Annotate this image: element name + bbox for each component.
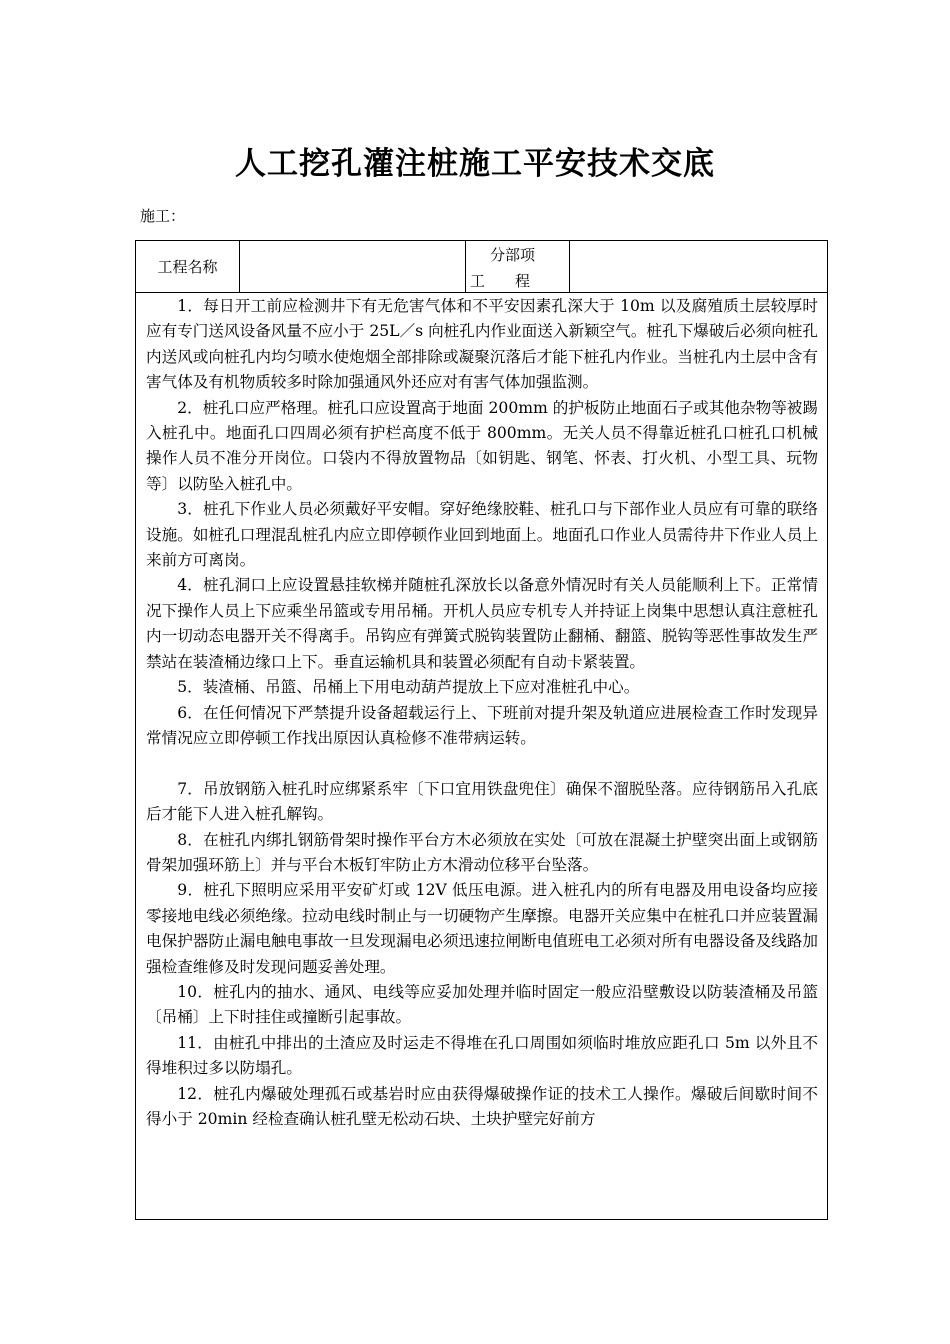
sub-project-label xyxy=(466,241,570,292)
disclosure-table xyxy=(135,240,828,1220)
project-name-label: 工程名称 xyxy=(136,241,240,292)
paragraph-3: 3．桩孔下作业人员必须戴好平安帽。穿好绝缘胶鞋、桩孔口与下部作业人员应有可靠的联络设施。如桩孔口理混乱桩孔内应立即停顿作业回到地面上。地面孔口作业人员需待井下作业人员上来前方可离岗。 xyxy=(146,500,818,570)
paragraph-5: 5．装渣桶、吊篮、吊桶上下用电动葫芦提放上下应对准桩孔中心。 xyxy=(177,678,640,697)
disclosure-content xyxy=(136,292,827,1219)
construction-label: 施工： xyxy=(140,207,186,225)
paragraph-7: 7．吊放钢筋入桩孔时应绑紧系牢〔下口宜用铁盘兜住〕确保不溜脱坠落。应待钢筋吊入孔底后才能下人进入桩孔解钩。 xyxy=(146,779,818,824)
paragraph-10: 10．桩孔内的抽水、通风、电线等应妥加处理并临时固定一般应沿壁敷设以防装渣桶及吊篮〔吊桶〕上下时挂住或撞断引起事故。 xyxy=(146,982,818,1027)
page-title: 人工挖孔灌注桩施工平安技术交底 xyxy=(235,146,715,182)
paragraph-4: 4．桩孔洞口上应设置悬挂软梯并随桩孔深放长以备意外情况时有关人员能顺利上下。正常情况下操作人员上下应乘坐吊篮或专用吊桶。开机人员应专机专人并持证上岗集中思想认真注意桩孔内一切动态电器开关不得离手。吊钩应有弹簧式脱钩装置防止翻桶、翻篮、脱钩等恶性事故发生严禁站在装渣桶边缘口上下。垂直运输机具和装置必须配有自动卡紧装置。 xyxy=(146,576,818,671)
paragraph-6: 6．在任何情况下严禁提升设备超载运行上、下班前对提升架及轨道应进展检查工作时发现异常情况应立即停顿工作找出原因认真检修不准带病运转。 xyxy=(146,703,818,747)
sub-project-value xyxy=(570,241,827,292)
sub-project-label-line2: 工 程 xyxy=(470,272,531,290)
blank-line xyxy=(146,751,818,776)
paragraph-9: 9．桩孔下照明应采用平安矿灯或 12V 低压电源。进入桩孔内的所有电器及用电设备均应接零接地电线必须绝缘。拉动电线时制止与一切硬物产生摩擦。电器开关应集中在桩孔口并应装置漏电保护器防止漏电触电事故一旦发现漏电必须迅速拉闸断电值班电工必须对所有电器设备及线路加强检查维修及时发现问题妥善处理。 xyxy=(146,881,818,976)
paragraph-1: 1．每日开工前应检测井下有无危害气体和不平安因素孔深大于 10m 以及腐殖质土层较厚时应有专门送风设备风量不应小于 25L／s 向桩孔内作业面送入新颖空气。桩孔下爆破后必须向桩孔内送风或向桩孔内均匀喷水使炮烟全部排除或凝聚沉落后才能下桩孔内作业。当桩孔内土层中含有害气体及有机物质较多时除加强通风外还应对有害气体加强监测。 xyxy=(146,297,818,392)
paragraph-11: 11．由桩孔中排出的土渣应及时运走不得堆在孔口周围如须临时堆放应距孔口 5m 以外且不得堆积过多以防塌孔。 xyxy=(146,1033,818,1078)
paragraph-12: 12．桩孔内爆破处理孤石或基岩时应由获得爆破操作证的技术工人操作。爆破后间歇时间不得小于 20min 经检查确认桩孔壁无松动石块、土块护壁完好前方 xyxy=(146,1084,818,1128)
table-header-row xyxy=(136,241,827,293)
paragraph-2: 2．桩孔口应严格理。桩孔口应设置高于地面 200mm 的护板防止地面石子或其他杂物等被踢入桩孔中。地面孔口四周必须有护栏高度不低于 800mm。无关人员不得靠近桩孔口桩孔口机械操作人员不准分开岗位。口袋内不得放置物品〔如钥匙、钢笔、怀表、打火机、小型工具、玩物等〕以防坠入桩孔中。 xyxy=(146,398,818,493)
project-name-value xyxy=(240,241,466,292)
sub-project-label-line1: 分部项 xyxy=(490,246,536,264)
paragraph-8: 8．在桩孔内绑扎钢筋骨架时操作平台方木必须放在实处〔可放在混凝土护壁突出面上或钢筋骨架加强环筋上〕并与平台木板钉牢防止方木滑动位移平台坠落。 xyxy=(146,830,818,874)
